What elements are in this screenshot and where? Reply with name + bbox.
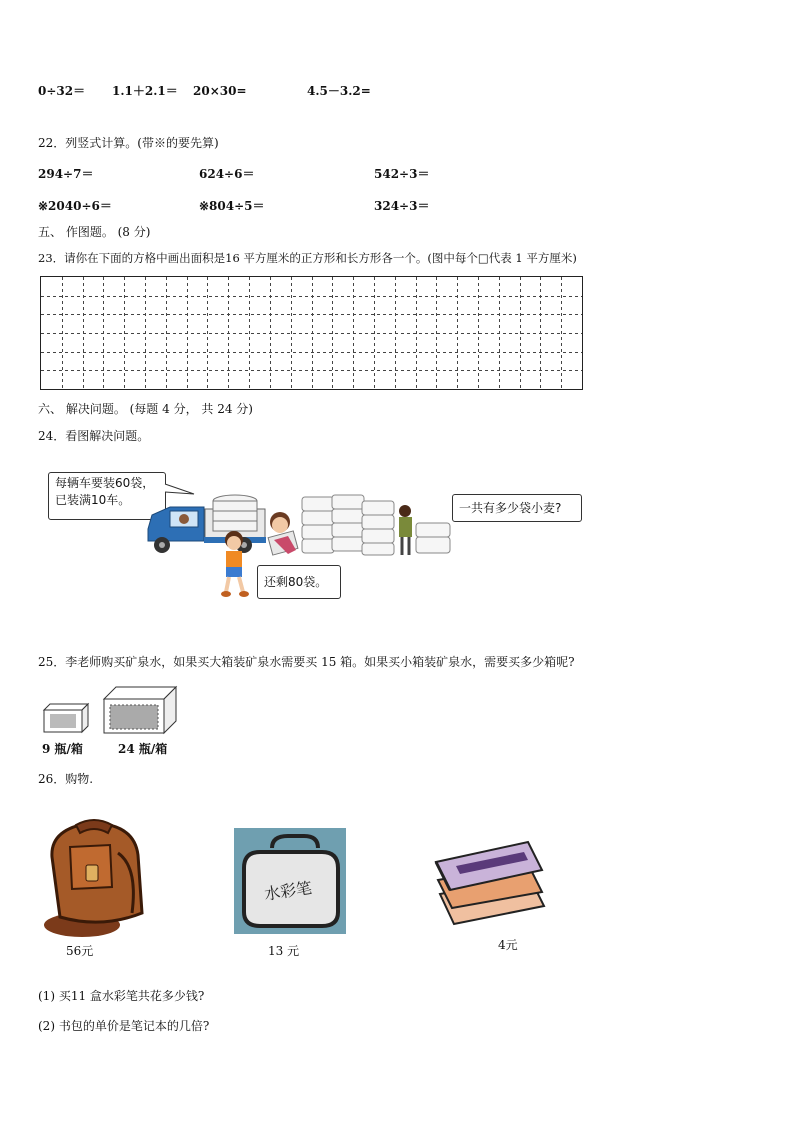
q26-sub2: (2) 书包的单价是笔记本的几倍? <box>38 1019 210 1033</box>
section6-title: 六、 解决问题。 (每题 4 分， 共 24 分) <box>38 402 253 416</box>
calc-item-2: 1.1＋2.1＝ <box>112 84 178 98</box>
q24-title: 24．看图解决问题。 <box>38 429 150 443</box>
calc-item-4: 4.5－3.2= <box>307 84 371 98</box>
q22-item-4: ※2040÷6＝ <box>38 199 112 213</box>
calc-item-1: 0÷32＝ <box>38 84 86 98</box>
q23-title: 23．请你在下面的方格中画出面积是16 平方厘米的正方形和长方形各一个。(图中每个□代表 1 平方厘米) <box>38 251 577 265</box>
q22-item-5: ※804÷5＝ <box>199 199 265 213</box>
backpack-price: 56元 <box>66 944 94 958</box>
wheat-sacks-illustration <box>300 493 452 557</box>
big-box-icon <box>100 683 180 735</box>
speech-bubble-question: 一共有多少袋小麦? <box>452 494 582 522</box>
small-box-label: 9 瓶/箱 <box>42 742 83 756</box>
q26-sub1: (1) 买11 盒水彩笔共花多少钱? <box>38 989 205 1003</box>
backpack-icon <box>42 817 152 939</box>
pen-case-price: 13 元 <box>268 944 300 958</box>
q22-item-2: 624÷6＝ <box>199 167 255 181</box>
q22-title: 22．列竖式计算。(带※的要先算) <box>38 136 219 150</box>
q22-item-1: 294÷7＝ <box>38 167 94 181</box>
speech-bubble-remaining: 还剩80袋。 <box>257 565 341 599</box>
section5-title: 五、 作图题。 (8 分) <box>38 225 151 239</box>
speech-bubble-truck: 每辆车要装60袋，已装满10车。 <box>48 472 166 520</box>
small-box-icon <box>42 700 92 734</box>
drawing-grid[interactable] <box>40 276 583 390</box>
q25-title: 25．李老师购买矿泉水，如果买大箱装矿泉水需要买 15 箱。如果买小箱装矿泉水，需要买多少箱呢? <box>38 655 575 669</box>
calc-item-3: 20×30= <box>193 84 247 98</box>
notebooks-icon <box>434 832 548 926</box>
pen-case-label: 水彩笔 <box>263 878 314 904</box>
pen-case-icon <box>234 828 346 934</box>
notebook-price: 4元 <box>498 938 518 952</box>
q22-item-6: 324÷3＝ <box>374 199 430 213</box>
big-box-label: 24 瓶/箱 <box>118 742 168 756</box>
q26-title: 26．购物. <box>38 772 94 786</box>
grid-lines <box>41 277 582 389</box>
q22-item-3: 542÷3＝ <box>374 167 430 181</box>
